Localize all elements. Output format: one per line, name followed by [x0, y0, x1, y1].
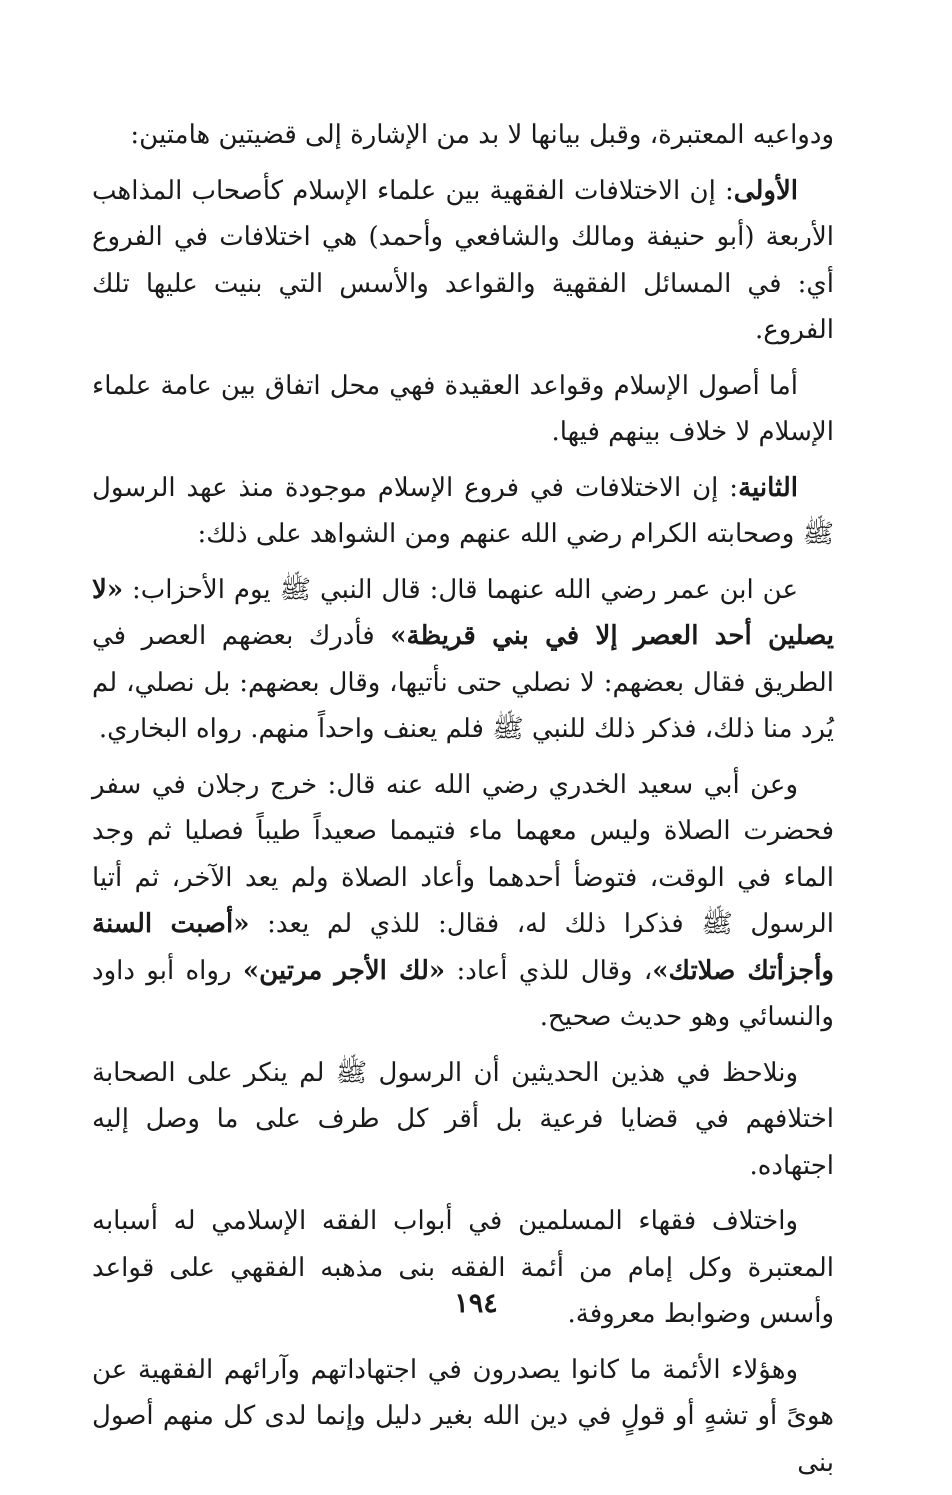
- paragraph-text: وهؤلاء الأئمة ما كانوا يصدرون في اجتهاداتهم وآرائهم الفقهية عن هوىً أو تشهٍ أو قولٍ في دين الله بغير دليل وإنما لدى كل منهم أصول بنى: [92, 1354, 834, 1478]
- paragraph-text: عن ابن عمر رضي الله عنهما قال: قال النبي ﷺ يوم الأحزاب:: [123, 574, 798, 605]
- paragraph-usul: [92, 363, 834, 456]
- paragraph-first-point: [92, 168, 834, 354]
- paragraph-text: ودواعيه المعتبرة، وقبل بيانها لا بد من الإشارة إلى قضيتين هامتين:: [130, 120, 834, 150]
- hadith-quote: «لا يصلين أحد العصر إلا في بني قريظة»: [92, 574, 834, 651]
- paragraph-text: واختلاف فقهاء المسلمين في أبواب الفقه الإسلامي له أسبابه المعتبرة وكل إمام من أئمة الفقه بنى مذهبه الفقهي على قواعد وأسس وضوابط معروفة.: [92, 1206, 834, 1329]
- paragraph-intro: [92, 112, 834, 159]
- paragraph-text: أما أصول الإسلام وقواعد العقيدة فهي محل اتفاق بين عامة علماء الإسلام لا خلاف بينهم فيها.: [92, 370, 834, 447]
- paragraph-text: فأدرك بعضهم العصر في الطريق فقال بعضهم: لا نصلي حتى نأتيها، وقال بعضهم: بل نصلي، لم يُرد منا ذلك، فذكر ذلك للنبي ﷺ فلم يعنف واحداً منهم. رواه البخاري.: [92, 621, 834, 744]
- paragraph-observation: [92, 1050, 834, 1190]
- hadith-quote: «لك الأجر مرتين»: [242, 955, 446, 986]
- point-label-first: الأولى: [733, 175, 798, 206]
- paragraph-text: رواه أبو داود والنسائي وهو حديث صحيح.: [92, 955, 834, 1032]
- paragraph-text: : إن الاختلافات في فروع الإسلام موجودة منذ عهد الرسول ﷺ وصحابته الكرام رضي الله عنهم ومن الشواهد على ذلك:: [92, 472, 834, 549]
- paragraph-text: ونلاحظ في هذين الحديثين أن الرسول ﷺ لم ينكر على الصحابة اختلافهم في قضايا فرعية بل أقر كل طرف على ما وصل إليه اجتهاده.: [92, 1057, 834, 1181]
- hadith-quote: «أصبت السنة وأجزأتك صلاتك»: [92, 909, 834, 986]
- paragraph-second-point: [92, 465, 834, 558]
- paragraph-text: وعن أبي سعيد الخدري رضي الله عنه قال: خرج رجلان في سفر فحضرت الصلاة وليس معهما ماء فتيمما صعيداً طيباً فصليا ثم وجد الماء في الوقت، فتوضأ أحدهما وأعاد الصلاة ولم يعد الآخر، ثم أتيا الرسول ﷺ فذكرا ذلك له، فقال: للذي لم يعد:: [92, 769, 835, 939]
- point-label-second: الثانية: [738, 472, 798, 503]
- paragraph-imams: [92, 1347, 834, 1487]
- paragraph-text: : إن الاختلافات الفقهية بين علماء الإسلام كأصحاب المذاهب الأربعة (أبو حنيفة ومالك والشافعي وأحمد) هي اختلافات في الفروع أي: في المسائل الفقهية والقواعد والأسس التي بنيت عليها تلك الفروع.: [92, 175, 834, 345]
- paragraph-hadith-ibn-umar: [92, 567, 834, 753]
- page-number: ١٩٤: [454, 1288, 498, 1319]
- paragraph-text: ، وقال للذي أعاد:: [445, 955, 653, 986]
- paragraph-hadith-abu-said: [92, 762, 834, 1041]
